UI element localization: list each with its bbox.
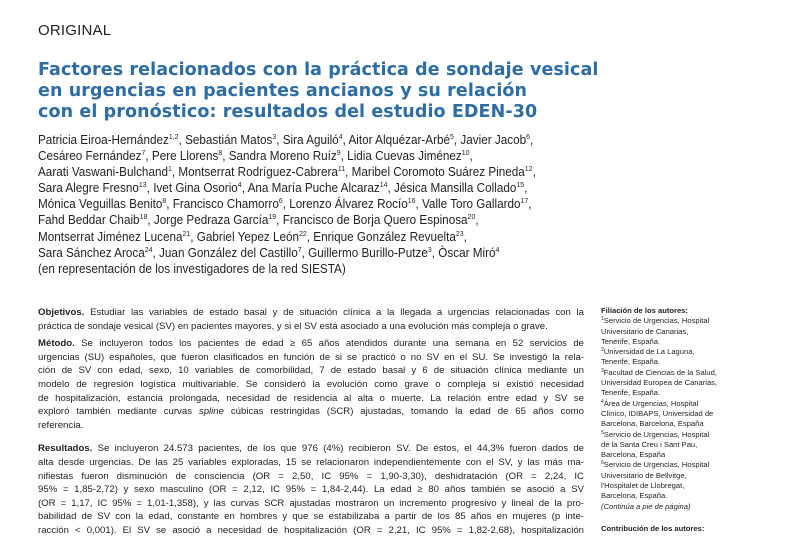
author-name: Juan González del Castillo [159,245,298,260]
author-separator: , [147,213,154,228]
author-line [38,196,577,212]
affiliation-text: Facultad de Ciencias de la Salud, [603,367,717,377]
title-line: Factores relacionados con la práctica de sondaje vesical [38,60,599,80]
author-separator: , [530,133,534,147]
continue-note: (Continúa a pie de página) [601,501,691,511]
author-name: Mónica Veguillas Benito [38,197,163,212]
author-name: Ana María Puche Alcaraz [247,181,380,196]
author-name: Sebastián Matos [185,133,273,147]
affiliation-number: 21 [182,228,191,238]
author-line [38,212,577,228]
affiliation-line [601,481,791,491]
abstract-objetivos [38,306,584,333]
author-line [38,245,577,261]
affiliation-line [601,388,791,398]
abstract-text-italic: spline [198,406,224,418]
affiliation-number: 3 [601,367,604,374]
affiliation-number: 3 [427,244,432,254]
affiliation-number: 24 [144,244,153,254]
affiliation-text: de la Santa Creu i Sant Pau, [601,439,698,449]
abstract [38,306,584,542]
author-separator: , [532,165,536,180]
abstract-text: Se incluyeron todos los pacientes de edad ≥ 65 años atendidos durante una semana en 52 servicios de [81,338,584,350]
abstract-text: cúbicas restringidas (SCR) ajustadas, tomando la edad de 65 años como [223,406,584,418]
abstract-text: modelo de regresión logística multivariable. Se consideró la evolución como grave o compleja si existió necesidad [38,378,584,390]
abstract-text: práctica de sondaje vesical (SV) en pacientes mayores, y si el SV está asociado a una evolución más compleja o grave. [38,320,548,332]
author-separator: , [152,245,160,260]
author-separator: , [453,133,461,147]
author-separator: , [178,133,186,147]
author-line [38,164,577,180]
author-separator: , [306,229,314,244]
abstract-metodo [38,337,584,432]
affiliation-number: 1 [167,164,172,174]
author-separator: , [387,181,395,196]
affiliation-line [601,368,791,378]
affiliation-line [601,491,791,501]
author-name: Sandra Moreno Ruíz [228,149,337,164]
author-name: Sira Aguiló [282,133,339,147]
author-name: Valle Toro Gallardo [421,197,521,212]
author-separator: , [276,133,283,147]
author-name: Enrique González Revuelta [313,229,456,244]
abstract-resultados [38,442,584,537]
affiliation-number: 23 [455,228,464,238]
affiliation-line [601,460,791,470]
author-separator: , [342,133,349,147]
author-name: Pere Llorens [151,149,219,164]
author-separator: , [340,149,348,164]
affiliation-number: 4 [495,244,500,254]
section-label: ORIGINAL [38,22,112,39]
affiliation-number: 4 [237,180,242,190]
abstract-text: Se incluyeron 24.573 pacientes, de los que 976 (4%) recibieron SV. De éstos, el 44,3% fueron dados de [97,443,585,455]
affiliation-text: Servicio de Urgencias, Hospital [603,429,710,439]
affiliation-number: 7 [297,244,302,254]
affiliation-number: 4 [601,398,604,405]
author-name: Francisco Chamorro [172,197,279,212]
affiliation-number: 17 [520,196,529,206]
abstract-text: nifiestas fueron disminución de consciencia (OR = 2,50, IC 95% = 1,90-3,30), deshidratación (OR = 2,24, IC [38,470,584,482]
affiliation-number: 9 [336,148,341,158]
affiliation-number: 2 [601,347,604,354]
affiliation-number: 1,2 [168,132,179,141]
affiliation-number: 3 [272,132,277,141]
abstract-text: racción < 0,001). El SV se asoció a necesidad de hospitalización (OR = 2,21, IC 95% = 1,82-2,68), hospitalización [38,524,584,536]
affiliation-number: 19 [268,212,277,222]
author-separator: , [222,149,229,164]
affiliation-number: 18 [139,212,148,222]
author-separator: , [145,149,152,164]
author-separator: , [415,197,422,212]
author-separator: , [524,181,528,196]
affiliation-text: Barcelona, España. [601,491,668,501]
affiliation-line [601,378,791,388]
affiliation-text: Tenerife, España. [601,357,661,367]
affiliation-number: 1 [601,316,604,323]
affiliation-line [601,419,791,429]
abstract-text: referencia. [38,419,84,431]
resultados-lead: Resultados. [38,443,93,455]
affiliation-number: 6 [526,132,531,141]
affiliation-number: 16 [407,196,416,206]
affiliation-number: 11 [337,164,346,174]
affiliation-line [601,316,791,326]
affiliations-heading: Filiación de los autores: [601,306,688,315]
author-name: Òscar Miró [438,245,496,260]
affiliation-number: 22 [299,228,307,238]
affiliation-line [601,440,791,450]
abstract-text: exploró también mediante curvas [38,406,199,418]
metodo-lead: Método. [38,338,75,350]
objetivos-lead: Objetivos. [38,307,85,318]
author-name: Jorge Pedraza García [153,213,269,228]
affiliation-line [601,430,791,440]
abstract-text: 95% = 1,85-2,72) y sexo masculino (OR = 2,12, IC 95% = 1,84-2,44). La edad ≥ 80 años también se asoció a SV [38,484,584,496]
group-note: (en representación de los investigadores de la red SIESTA) [38,261,346,276]
affiliation-number: 12 [524,164,533,174]
author-name: Aarati Vaswani-Bulchand [38,165,168,180]
affiliation-text: Universidad de La Laguna, [603,347,695,357]
affiliation-line [601,399,791,409]
author-name: Maribel Coromoto Suárez Pineda [351,165,525,180]
affiliation-text: Barcelona, España [601,450,666,460]
author-name: Montserrat Rodríguez-Cabrera [178,165,338,180]
author-separator: , [431,245,439,260]
author-separator: , [190,229,197,244]
affiliation-text: Universidad Europea de Canarias, [601,378,718,388]
abstract-text: (OR = 1,17, IC 95% = 1,01-1,358), y las curvas SCR ajustadas mostraron un incremento progresivo y lineal de la pro- [38,497,584,509]
author-separator: , [469,149,473,164]
affiliation-line [601,327,791,337]
author-separator: , [241,181,248,196]
affiliation-number: 15 [516,180,525,190]
affiliation-number: 13 [138,180,147,190]
affiliation-number: 4 [338,132,343,141]
affiliation-line [601,357,791,367]
affiliation-list [601,316,791,501]
author-name: Fahd Beddar Chaib [38,213,140,228]
author-list [38,132,577,277]
author-name: Jésica Mansilla Collado [394,181,517,196]
affiliation-text: Tenerife, España. [601,336,661,346]
sidebar-affiliations [601,306,791,534]
affiliation-text: Universitario de Bellvitge, [601,470,687,480]
affiliation-text: Tenerife, España. [601,388,661,398]
affiliation-line [601,409,791,419]
abstract-text: de hospitalización, estancia prolongada, necesidad de residencia al alta o muerte. La relación entre edad y SV se [38,392,584,404]
affiliation-number: 10 [461,148,470,158]
author-line [38,229,577,245]
affiliation-number: 6 [601,460,604,467]
affiliation-number: 8 [162,196,167,206]
affiliation-line [601,450,791,460]
abstract-text: ción de SV con edad, sexo, 10 variables de comorbilidad, 7 de estado basal y 6 de situación clínica mediante un [38,365,584,377]
author-name: Francisco de Borja Quero Espinosa [282,213,468,228]
author-name: Guillermo Burillo-Putze [308,245,428,260]
author-separator: , [276,213,283,228]
author-name: Ivet Gina Osorio [153,181,238,196]
author-separator: , [345,165,352,180]
author-name: Aitor Alquézar-Arbé [348,133,451,147]
author-separator: , [475,213,479,228]
affiliation-line [601,471,791,481]
author-name: Gabriel Yepez León [196,229,300,244]
affiliation-number: 7 [141,148,146,158]
affiliation-number: 14 [379,180,388,190]
author-separator: , [463,229,467,244]
author-name: Sara Sánchez Aroca [38,245,145,260]
author-name: Lorenzo Álvarez Rocío [289,197,408,212]
contributions-heading: Contribución de los autores: [601,523,705,533]
author-separator: , [528,197,532,212]
abstract-text: babilidad de SV con la edad, constante en hombres y que se estabilizaba a partir de los 85 años en mujeres (p inte- [38,511,584,523]
author-separator: , [146,181,154,196]
author-separator: , [171,165,179,180]
article-title [38,60,598,123]
affiliation-line [601,347,791,357]
author-separator: , [166,197,173,212]
affiliation-text: l'Hospitalet de Llobregat, [601,481,685,491]
title-line: con el pronóstico: resultados del estudio EDEN-30 [38,102,538,122]
author-name: Javier Jacob [460,133,527,147]
author-separator: , [282,197,290,212]
abstract-text: alta desde urgencias. De las 25 variables exploradas, 15 se relacionaron independientemente con el SV, y las más ma- [38,456,584,468]
author-line [38,180,577,196]
author-separator: , [301,245,309,260]
affiliation-number: 20 [467,212,476,222]
author-name: Montserrat Jiménez Lucena [38,229,183,244]
affiliation-number: 5 [450,132,454,141]
affiliation-text: Clínico, IDIBAPS, Universidad de [601,408,714,418]
title-line: en urgencias en pacientes ancianos y su relación [38,81,528,101]
author-name: Lidia Cuevas Jiménez [347,149,462,164]
affiliation-text: Área de Urgencias, Hospital [603,398,699,408]
author-name: Cesáreo Fernández [38,149,142,164]
abstract-text: Estudiar las variables de estado basal y de situación clínica a la llegada a urgencias relacionadas con la [90,307,584,318]
affiliation-text: Barcelona, Barcelona, España [601,419,704,429]
affiliation-number: 8 [218,148,223,158]
abstract-text: urgencias (SU) españoles, que fueron clasificados en función de si se practicó o no SV en el SU. Se investigó la rela- [38,351,584,363]
affiliation-text: Servicio de Urgencias, Hospital [603,316,710,326]
author-name: Patricia Eiroa-Hernández [38,133,169,147]
affiliation-text: Universitario de Canarias, [601,326,689,336]
affiliation-text: Servicio de Urgencias, Hospital [603,460,710,470]
author-line [38,148,577,164]
author-name: Sara Alegre Fresno [38,181,139,196]
author-line [38,132,577,148]
affiliation-number: 6 [278,196,283,206]
affiliation-number: 5 [601,429,604,436]
affiliation-line [601,337,791,347]
